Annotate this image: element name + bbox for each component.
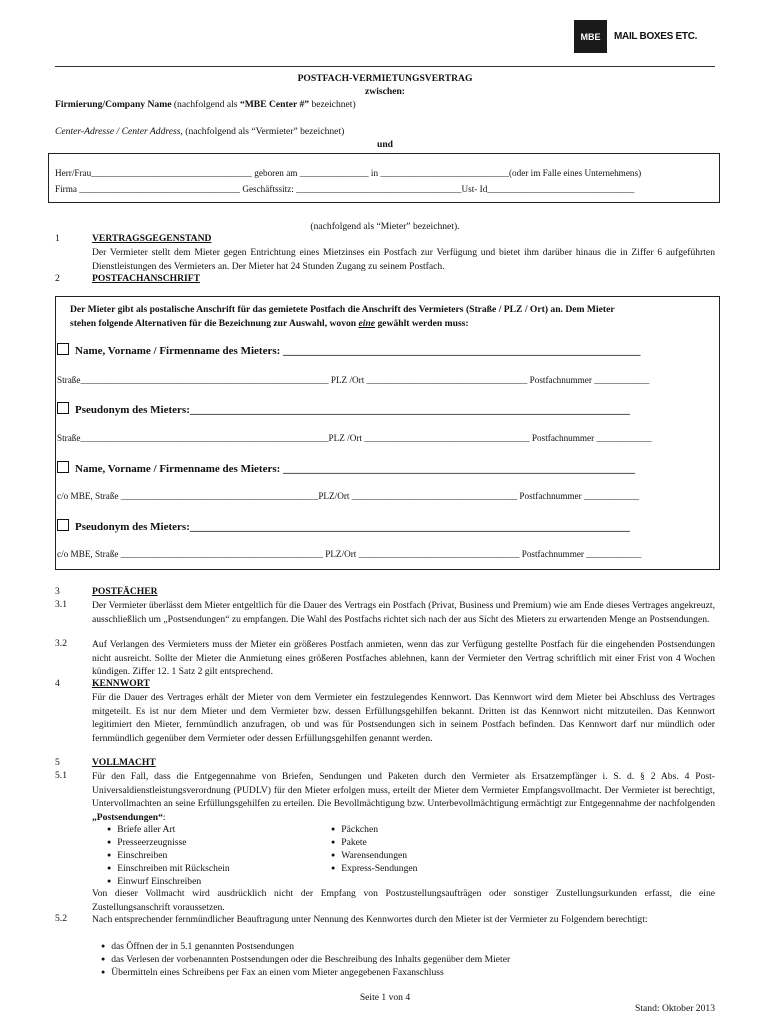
section-3-1-text: Der Vermieter überlässt dem Mieter entgeltlich für die Dauer des Vertrags ein Postfach (Privat, Business und Premium) wie am Ende dieses Vertrages angekreuzt, ausschließlich um „Postsendungen“ zu empfangen. Die Wahl des Postfachs richtet sich nach der aus Sicht des Mieters zu erwartenden Menge an Postsendungen.	[92, 600, 715, 625]
section-5-1-number: 5.1	[55, 770, 67, 781]
option-3-label: Name, Vorname / Firmenname des Mieters: ________________________________________________________________	[75, 463, 636, 475]
list-item: ● Presseerzeugnisse	[107, 836, 230, 849]
page-number: Seite 1 von 4	[359, 992, 411, 1003]
list-item: ● Übermitteln eines Schreibens per Fax an einen vom Mieter angegebenen Faxanschluss	[101, 966, 510, 979]
section-3-2-text: Auf Verlangen des Vermieters muss der Mieter ein größeres Postfach anmieten, wenn das zur Verfügung gestellte Postfach für die eingehenden Postsendungen nicht ausreicht. Sollte der Mieter die Anmietung eines größeren Postfaches ablehnen, kann der Vermieter den Vertrag schriftlich mit einer Frist von 4 Wochen kündigen. Ziffer 12. 1 Satz 2 gilt entsprechend.	[92, 639, 715, 678]
option-2-label-row	[57, 402, 630, 416]
option-3-checkbox[interactable]	[57, 461, 69, 473]
option-2-address-line[interactable]: Straße______________________________________________________PLZ /Ort ____________________________________ Postfachnummer ____________	[57, 433, 652, 443]
option-1-label-row	[57, 343, 641, 357]
section-3-number: 3	[55, 586, 60, 597]
logo-text: MAIL BOXES ETC.	[614, 31, 698, 42]
list-item: ● Päckchen	[331, 823, 417, 836]
section-5-1-colon: :	[162, 811, 166, 823]
section-5-1-after: Von dieser Vollmacht wird ausdrücklich nicht der Empfang von Postzustellungsaufträgen oder sonstiger Zustellungsurkunden erfasst, die eine Zustellungsanschrift voraussetzen.	[92, 888, 715, 913]
between-label: zwischen:	[365, 86, 405, 97]
tenant-note: (nachfolgend als “Mieter” bezeichnet).	[310, 221, 460, 232]
option-1-address-line[interactable]: Straße______________________________________________________ PLZ /Ort ___________________________________ Postfachnummer ____________	[57, 375, 650, 385]
tenant-box	[48, 153, 720, 203]
company-quote: “MBE Center #”	[239, 99, 310, 110]
list-item: ● das Öffnen der in 5.1 genannten Postsendungen	[101, 940, 510, 953]
and-label: und	[376, 139, 393, 150]
option-1-label: Name, Vorname / Firmenname des Mieters: _________________________________________________________________	[75, 345, 641, 357]
list-item: ● Einschreiben	[107, 849, 230, 862]
section-2-title: POSTFACHANSCHRIFT	[92, 273, 201, 284]
company-rest: (nachfolgend als	[173, 99, 240, 110]
address-rest: , (nachfolgend als “Vermieter” bezeichnet)	[180, 126, 345, 137]
list-item: ● Express-Sendungen	[331, 862, 417, 875]
section-1-text: Der Vermieter stellt dem Mieter gegen Entrichtung eines Mietzinses ein Postfach zur Verfügung und bietet ihm darüber hinaus die in Ziffer 6 aufgeführten Dienstleistungen des Vermieters an. Der Mieter hat 24 Stunden Zugang zu seinem Postfach.	[92, 247, 715, 272]
company-line	[55, 99, 715, 110]
section-3-1-number: 3.1	[55, 599, 67, 610]
section-4-title: KENNWORT	[92, 678, 150, 689]
section-2-intro-line-1: Der Mieter gibt als postalische Anschrift für das gemietete Postfach die Anschrift des Vermieters (Straße / PLZ / Ort) an. Dem Mieter	[70, 304, 615, 315]
option-4-address-line[interactable]: c/o MBE, Straße ____________________________________________ PLZ/Ort ___________________________________ Postfachnummer ____________	[57, 549, 642, 559]
document-title: POSTFACH-VERMIETUNGSVERTRAG	[297, 73, 473, 84]
list-item: ● Einwurf Einschreiben	[107, 875, 230, 888]
company-end: bezeichnet)	[309, 99, 356, 110]
list-item: ● Pakete	[331, 836, 417, 849]
mbe-logo	[574, 20, 607, 53]
section-5-1-body: Für den Fall, dass die Entgegennahme von Briefen, Sendungen und Paketen durch den Vermieter als Ersatzempfänger i. S. d. § 2 Abs. 4 Post-Universaldienstleistungsverordnung (PUDLV) für den Mieter erfolgen muss, erteilt der Mieter dem Vermieter Empfangsvollmacht. Der Vermieter ist berechtigt, Untervollmachten an seine Erfüllungsgehilfen zu erteilen. Die Bevollmächtigung bzw. Unterbevollmächtigung ermächtigt zur Entgegennahme der nachfolgenden	[92, 771, 715, 810]
section-5-title: VOLLMACHT	[92, 757, 156, 768]
section-5-2-number: 5.2	[55, 913, 67, 924]
section-5-2-text: Nach entsprechender fernmündlicher Beauftragung unter Nennung des Kennwortes durch den Mieter ist der Vermieter zu Folgendem berechtigt:	[92, 914, 648, 925]
section-2-intro-b: stehen folgende Alternativen für die Bezeichnung zur Auswahl, wovon	[70, 318, 359, 329]
option-3-label-row	[57, 461, 635, 475]
address-line	[55, 126, 715, 137]
section-2-intro-eine: eine	[358, 318, 376, 329]
option-2-label: Pseudonym des Mieters:________________________________________________________________________________	[75, 404, 630, 416]
section-5-1-postsendungen: „Postsendungen“	[92, 811, 163, 823]
section-5-1-list-left	[107, 823, 230, 888]
address-label: Center-Adresse / Center Address	[55, 126, 181, 137]
section-4-text: Für die Dauer des Vertrages erhält der Mieter von dem Vermieter ein festzulegendes Kennwort. Das Kennwort wird dem Mieter bei Abschluss des Vertrages mitgeteilt. Es ist nur dem Mieter und dem Vermieter bzw. dessen Erfüllungsgehilfen bekannt. Dritten ist das Kennwort nicht mitzuteilen. Das Kennwort legitimiert den Mieter, fernmündlich anzufragen, ob und was für Postsendungen sich in seinem Postfach befinden. Das Kennwort darf nur mündlich oder fernmündlich gegenüber dem Vermieter oder dessen Erfüllungsgehilfen genannt werden.	[92, 692, 715, 744]
revision-date: Stand: Oktober 2013	[635, 1003, 715, 1014]
tenant-row-2[interactable]: Firma ___________________________________ Geschäftssitz: ____________________________________Ust- Id________________________________	[55, 184, 635, 194]
option-2-checkbox[interactable]	[57, 402, 69, 414]
section-1-number: 1	[55, 233, 60, 244]
list-item: ● Briefe aller Art	[107, 823, 230, 836]
section-1-title: VERTRAGSGEGENSTAND	[92, 233, 212, 244]
section-5-2-list	[101, 940, 510, 979]
option-4-label-row	[57, 519, 630, 533]
logo-mark: MBE	[580, 31, 601, 42]
header-divider	[55, 66, 715, 67]
section-2-intro-c: gewählt werden muss:	[375, 318, 469, 329]
option-4-checkbox[interactable]	[57, 519, 69, 531]
option-3-address-line[interactable]: c/o MBE, Straße ___________________________________________PLZ/Ort ____________________________________ Postfachnummer ____________	[57, 491, 640, 501]
section-2-intro-line-2	[70, 317, 715, 331]
section-5-number: 5	[55, 757, 60, 768]
section-2-intro	[70, 303, 715, 331]
section-2-number: 2	[55, 273, 60, 284]
section-5-1-list-right	[331, 823, 417, 875]
company-label: Firmierung/Company Name	[55, 99, 172, 110]
list-item: ● Warensendungen	[331, 849, 417, 862]
section-5-1-text	[92, 770, 715, 824]
tenant-row-1[interactable]: Herr/Frau___________________________________ geboren am _______________ in ____________________________(oder im Falle eines Unternehmens)	[55, 168, 642, 178]
option-1-checkbox[interactable]	[57, 343, 69, 355]
section-4-number: 4	[55, 678, 60, 689]
section-3-title: POSTFÄCHER	[92, 586, 158, 597]
list-item: ● das Verlesen der vorbenannten Postsendungen oder die Beschreibung des Inhalts gegenüber dem Mieter	[101, 953, 510, 966]
list-item: ● Einschreiben mit Rückschein	[107, 862, 230, 875]
section-3-2-number: 3.2	[55, 638, 67, 649]
option-4-label: Pseudonym des Mieters:________________________________________________________________________________	[75, 521, 630, 533]
